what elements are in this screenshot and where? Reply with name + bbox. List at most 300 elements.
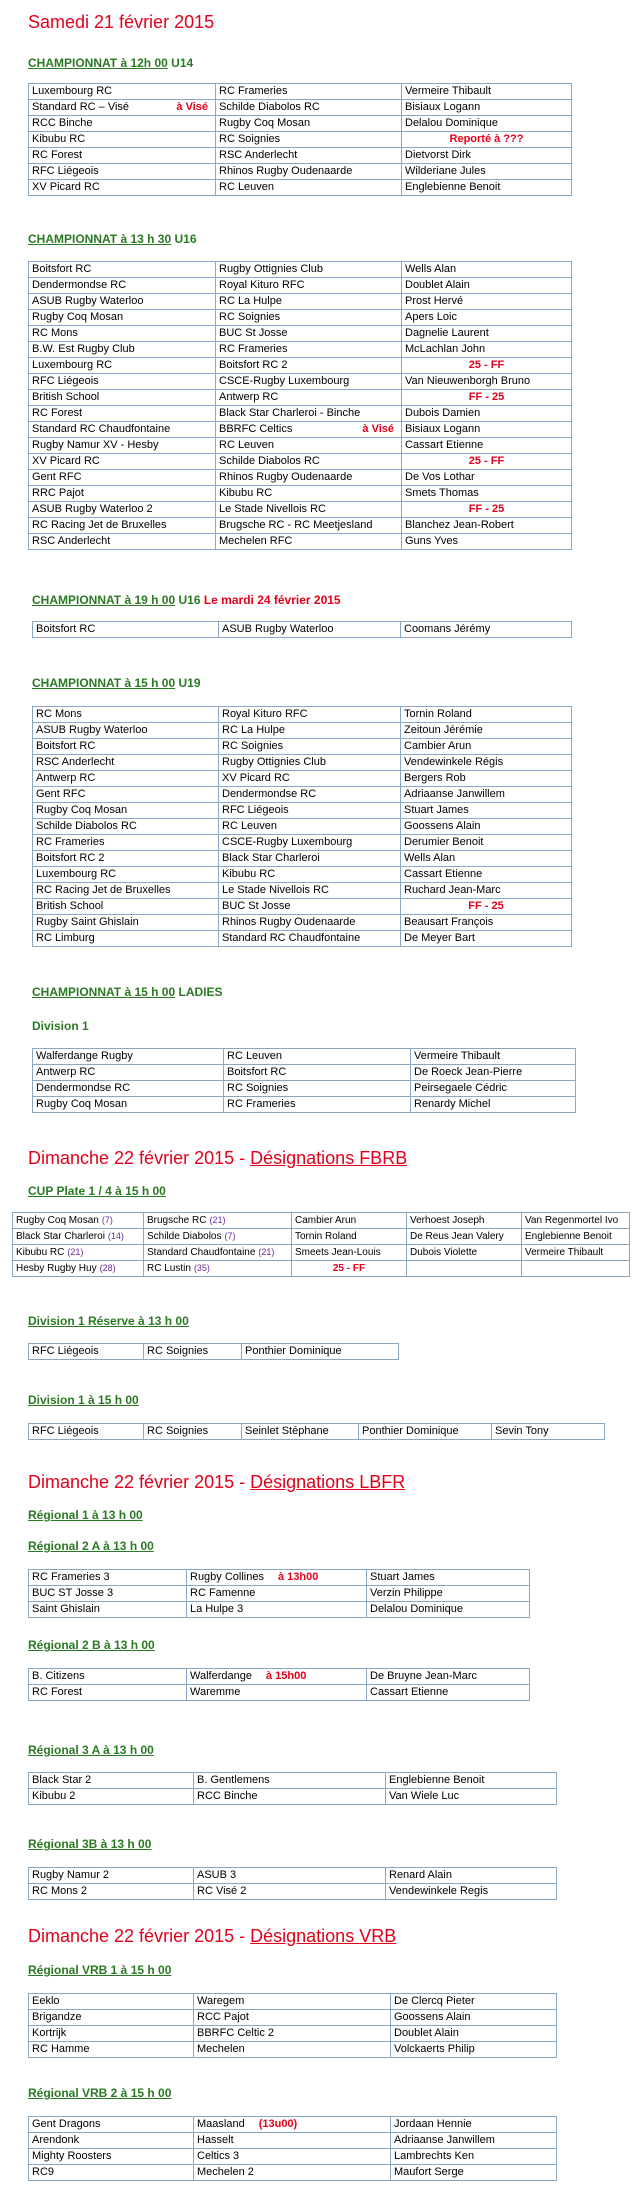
table-row: [33, 899, 572, 915]
lbfr-title-date: Dimanche 22 février 2015: [28, 1472, 235, 1492]
away-team: [216, 438, 402, 454]
referee: [402, 358, 572, 374]
referee-name: 25 - FF: [468, 455, 505, 467]
home-team: [29, 262, 216, 278]
referee-name: Goossens Alain: [404, 820, 481, 832]
home-team-name: RC Forest: [32, 1686, 83, 1698]
home-team: [29, 470, 216, 486]
home-team-name: Standard RC – Visé: [32, 101, 130, 113]
home-team: [29, 1868, 194, 1884]
home-team: [13, 1261, 144, 1277]
referee: [367, 1669, 530, 1685]
away-team: [194, 2117, 391, 2133]
away-team-name: Black Star Charleroi: [222, 852, 320, 864]
away-team: [219, 723, 401, 739]
home-team: [29, 406, 216, 422]
away-team: [194, 1789, 386, 1805]
table-row: [29, 422, 572, 438]
home-team-name: Rugby Namur XV - Hesby: [32, 439, 159, 451]
u16-heading-text: CHAMPIONNAT à 13 h 30: [28, 232, 172, 246]
home-team: RFC Liégeois: [29, 1424, 144, 1440]
u19-heading: [32, 676, 201, 690]
table-row: [29, 374, 572, 390]
away-team-name: Dendermondse RC: [222, 788, 317, 800]
referee: [386, 1789, 557, 1805]
lbfr-title-separator: -: [234, 1472, 251, 1492]
referee: [391, 2165, 557, 2181]
table-row: [33, 851, 572, 867]
home-team: [29, 1773, 194, 1789]
home-team-name: Boitsfort RC: [32, 263, 92, 275]
table-row: [29, 1602, 530, 1618]
vrb1-heading: [28, 1963, 171, 1977]
referee: [401, 819, 572, 835]
referee-name: Cassart Etienne: [405, 439, 484, 451]
table-row: [29, 100, 572, 116]
referee-name: Englebienne Benoit: [389, 1774, 485, 1786]
away-team: [187, 1570, 367, 1586]
assistant-2: Van Regenmortel Ivo: [522, 1213, 630, 1229]
referee-name: Verzin Philippe: [370, 1587, 443, 1599]
away-team-name: BUC St Josse: [222, 900, 291, 912]
ladies-division: Division 1: [32, 1019, 89, 1033]
table-row: [29, 1994, 557, 2010]
away-team: [216, 326, 402, 342]
division1-reserve-heading: [28, 1314, 189, 1328]
table-row: [29, 310, 572, 326]
away-team-name: RCC Pajot: [197, 2011, 249, 2023]
home-team-name: ASUB Rugby Waterloo 2: [32, 503, 153, 515]
away-team: [216, 84, 402, 100]
table-row: [33, 1049, 576, 1065]
table-row: [29, 1669, 530, 1685]
home-team: [29, 1994, 194, 2010]
lbfr-title-label: Désignations LBFR: [250, 1472, 406, 1492]
vrb2-heading-text: Régional VRB 2 à 15 h 00: [28, 2086, 172, 2100]
away-team: [219, 707, 401, 723]
vrb-title-date: Dimanche 22 février 2015: [28, 1926, 235, 1946]
time-note: (13u00): [258, 2118, 298, 2130]
referee: Cambier Arun: [292, 1213, 407, 1229]
away-team-name: XV Picard RC: [222, 772, 290, 784]
away-team: [219, 787, 401, 803]
home-team-name: Kortrijk: [32, 2027, 67, 2039]
away-team: [216, 534, 402, 550]
table-row: [29, 84, 572, 100]
referee-name: Lambrechts Ken: [394, 2150, 475, 2162]
referee: [402, 262, 572, 278]
home-team: [33, 1065, 224, 1081]
table-row: [29, 342, 572, 358]
away-team-name: Le Stade Nivellois RC: [219, 503, 326, 515]
referee-name: De Vos Lothar: [405, 471, 475, 483]
away-team: [219, 899, 401, 915]
referee: [401, 915, 572, 931]
home-team-name: Luxembourg RC: [32, 85, 113, 97]
table-row: [13, 1229, 630, 1245]
home-team-name: RC Forest: [32, 407, 83, 419]
referee: [402, 422, 572, 438]
division1-heading: [28, 1393, 139, 1407]
referee-name: Goossens Alain: [394, 2011, 471, 2023]
home-team: [29, 2042, 194, 2058]
regional2a-heading-text: Régional 2 A à 13 h 00: [28, 1539, 154, 1553]
home-team: [29, 2133, 194, 2149]
referee-name: Prost Hervé: [405, 295, 464, 307]
table-row: [33, 739, 572, 755]
away-team-name: Brugsche RC - RC Meetjesland: [219, 519, 373, 531]
away-team-name: Kibubu RC: [222, 868, 276, 880]
away-seed: (35): [193, 1263, 210, 1273]
away-team-name: BBRFC Celtics: [219, 423, 293, 435]
referee: [367, 1685, 530, 1701]
referee: [386, 1868, 557, 1884]
away-team: [216, 374, 402, 390]
away-team-name: Waremme: [190, 1686, 241, 1698]
table-row: [29, 116, 572, 132]
referee: [402, 310, 572, 326]
referee-name: Bergers Rob: [404, 772, 466, 784]
table-row: [29, 1773, 557, 1789]
away-team: [194, 2026, 391, 2042]
away-team: [194, 1773, 386, 1789]
away-team: [194, 2149, 391, 2165]
away-seed: (21): [258, 1247, 275, 1257]
away-team-name: Mechelen RFC: [219, 535, 293, 547]
home-team: [29, 438, 216, 454]
referee-name: Derumier Benoit: [404, 836, 484, 848]
assistant-2: Sevin Tony: [492, 1424, 605, 1440]
home-team: [29, 454, 216, 470]
away-team: [224, 1081, 411, 1097]
referee-name: Apers Loic: [405, 311, 457, 323]
home-team: [29, 310, 216, 326]
away-team: [216, 262, 402, 278]
away-team-name: Rugby Ottignies Club: [219, 263, 323, 275]
away-team-name: La Hulpe 3: [190, 1603, 244, 1615]
home-team: [33, 1097, 224, 1113]
home-team: [29, 342, 216, 358]
referee: [402, 148, 572, 164]
away-team: [216, 454, 402, 470]
referee-name: Renardy Michel: [414, 1098, 491, 1110]
away-team: [216, 470, 402, 486]
referee-name: Doublet Alain: [394, 2027, 459, 2039]
away-team-name: BUC St Josse: [219, 327, 288, 339]
away-team: [219, 803, 401, 819]
regional3a-table: [28, 1772, 557, 1805]
referee-name: Reporté à ???: [449, 133, 524, 145]
home-team: [29, 1602, 187, 1618]
home-team-name: RC Racing Jet de Bruxelles: [32, 519, 167, 531]
away-team: [219, 819, 401, 835]
home-team-name: Gent RFC: [32, 471, 82, 483]
home-team-name: RFC Liégeois: [32, 375, 99, 387]
table-row: [29, 132, 572, 148]
referee: [411, 1065, 576, 1081]
table-row: [33, 707, 572, 723]
table-row: [29, 1424, 605, 1440]
home-team: [33, 931, 219, 947]
away-team-name: Rhinos Rugby Oudenaarde: [219, 165, 353, 177]
home-team-name: Arendonk: [32, 2134, 80, 2146]
table-row: [29, 438, 572, 454]
away-team: [216, 502, 402, 518]
referee: Tornin Roland: [292, 1229, 407, 1245]
table-row: [29, 1884, 557, 1900]
referee-name: Peirsegaele Cédric: [414, 1082, 507, 1094]
home-team-name: Dendermondse RC: [36, 1082, 131, 1094]
referee-name: Guns Yves: [405, 535, 458, 547]
home-team-name: Rugby Coq Mosan: [36, 804, 128, 816]
away-team-name: B. Gentlemens: [197, 1774, 270, 1786]
table-row: [33, 1081, 576, 1097]
u16-heading: [28, 232, 197, 246]
time-note: à Visé: [176, 101, 208, 113]
home-team: [33, 851, 219, 867]
referee: [402, 518, 572, 534]
time-note: à 15h00: [265, 1670, 307, 1682]
referee: 25 - FF: [292, 1261, 407, 1277]
referee-name: De Bruyne Jean-Marc: [370, 1670, 477, 1682]
division1-reserve-table: [28, 1343, 399, 1360]
home-team-name: Brigandze: [32, 2011, 82, 2023]
referee-name: De Clercq Pieter: [394, 1995, 475, 2007]
away-team: [219, 739, 401, 755]
vrb-title-label: Désignations VRB: [250, 1926, 397, 1946]
referee: [401, 867, 572, 883]
away-team-name: RC La Hulpe: [219, 295, 282, 307]
referee: [401, 835, 572, 851]
away-team: RC Soignies: [144, 1344, 242, 1360]
away-team-name: Standard RC Chaudfontaine: [222, 932, 361, 944]
home-team: [29, 2010, 194, 2026]
referee: [402, 326, 572, 342]
home-team-name: Rugby Coq Mosan: [16, 1215, 99, 1226]
home-team-name: XV Picard RC: [32, 455, 100, 467]
away-team: [219, 867, 401, 883]
referee-name: Vendewinkele Regis: [389, 1885, 489, 1897]
away-team: [216, 180, 402, 196]
home-team: [33, 1049, 224, 1065]
vrb2-table: [28, 2116, 557, 2181]
referee-name: Dubois Damien: [405, 407, 481, 419]
away-team: [216, 422, 402, 438]
away-team: [194, 2042, 391, 2058]
away-team-name: RC Frameries: [219, 85, 288, 97]
table-row: [29, 2042, 557, 2058]
away-team-name: RC Leuven: [222, 820, 278, 832]
referee: [401, 883, 572, 899]
away-team: [219, 931, 401, 947]
home-team-name: XV Picard RC: [32, 181, 100, 193]
home-team: [33, 835, 219, 851]
home-team: [29, 2117, 194, 2133]
u14-heading-text: CHAMPIONNAT à 12h 00: [28, 56, 168, 70]
table-row: [33, 931, 572, 947]
table-row: [33, 835, 572, 851]
home-team: [29, 518, 216, 534]
away-team: [219, 835, 401, 851]
away-team-name: CSCE-Rugby Luxembourg: [219, 375, 350, 387]
table-row: [33, 787, 572, 803]
home-team: [29, 2165, 194, 2181]
cup-plate-heading: [28, 1184, 166, 1198]
home-team-name: Kibubu 2: [32, 1790, 76, 1802]
away-team: [219, 851, 401, 867]
home-team-name: RC Mons: [32, 327, 78, 339]
referee-name: Blanchez Jean-Robert: [405, 519, 514, 531]
referee: [402, 470, 572, 486]
regional2b-heading-text: Régional 2 B à 13 h 00: [28, 1638, 155, 1652]
table-row: [29, 294, 572, 310]
away-team-name: Rhinos Rugby Oudenaarde: [222, 916, 356, 928]
home-seed: (28): [99, 1263, 116, 1273]
regional2b-heading: [28, 1638, 155, 1652]
home-team-name: Boitsfort RC 2: [36, 852, 105, 864]
away-team-name: Rugby Collines: [190, 1571, 264, 1583]
vrb2-heading: [28, 2086, 171, 2100]
home-team-name: ASUB Rugby Waterloo: [36, 724, 148, 736]
table-row: [29, 262, 572, 278]
away-team: [144, 1245, 292, 1261]
u14-heading: [28, 56, 193, 70]
home-team: [29, 358, 216, 374]
home-team-name: RFC Liégeois: [32, 165, 99, 177]
referee: Ponthier Dominique: [242, 1344, 399, 1360]
away-team-name: Schilde Diabolos RC: [219, 101, 320, 113]
home-team-name: RC Frameries: [36, 836, 105, 848]
away-team-name: RC Famenne: [190, 1587, 256, 1599]
away-team-name: Rugby Coq Mosan: [219, 117, 311, 129]
table-row: [13, 1245, 630, 1261]
away-team-name: RFC Liégeois: [222, 804, 289, 816]
vrb1-table: [28, 1993, 557, 2058]
referee-name: Renard Alain: [389, 1869, 452, 1881]
assistant-1: Dubois Violette: [407, 1245, 522, 1261]
away-team: [216, 148, 402, 164]
home-team-name: RC Mons: [36, 708, 82, 720]
referee: [402, 294, 572, 310]
home-team: [13, 1229, 144, 1245]
away-team-name: RC Lustin: [147, 1263, 191, 1274]
assistant-2: [522, 1261, 630, 1277]
table-row: [29, 164, 572, 180]
away-team-name: RC Leuven: [219, 439, 275, 451]
referee-name: Wells Alan: [405, 263, 457, 275]
home-team-name: RSC Anderlecht: [32, 535, 111, 547]
home-team-name: Hesby Rugby Huy: [16, 1263, 97, 1274]
referee: [402, 84, 572, 100]
away-team-name: Rugby Ottignies Club: [222, 756, 326, 768]
away-team: [219, 755, 401, 771]
referee-name: Vendewinkele Régis: [404, 756, 504, 768]
home-team: [33, 787, 219, 803]
away-team: [216, 390, 402, 406]
home-seed: (14): [107, 1231, 124, 1241]
referee-name: Wilderiane Jules: [405, 165, 486, 177]
referee-name: Adriaanse Janwillem: [394, 2134, 495, 2146]
home-team-name: RRC Pajot: [32, 487, 84, 499]
table-row: [33, 622, 572, 638]
referee: [401, 723, 572, 739]
table-row: [29, 2026, 557, 2042]
home-team: [29, 534, 216, 550]
assistant-1: Ponthier Dominique: [359, 1424, 492, 1440]
home-team: [29, 164, 216, 180]
table-row: [29, 2010, 557, 2026]
home-team-name: Boitsfort RC: [36, 740, 96, 752]
regional2a-table: [28, 1569, 530, 1618]
regional1-heading-text: Régional 1 à 13 h 00: [28, 1508, 143, 1522]
referee: [401, 899, 572, 915]
division1-heading-text: Division 1 à 15 h 00: [28, 1393, 139, 1407]
away-team: [194, 2165, 391, 2181]
table-row: [33, 723, 572, 739]
away-team-name: Rhinos Rugby Oudenaarde: [219, 471, 353, 483]
home-team: [29, 390, 216, 406]
table-row: [29, 534, 572, 550]
referee-name: Doublet Alain: [405, 279, 470, 291]
away-team-name: RC Frameries: [219, 343, 288, 355]
table-row: [33, 1097, 576, 1113]
referee: [402, 132, 572, 148]
home-team-name: Rugby Namur 2: [32, 1869, 110, 1881]
home-seed: (21): [67, 1247, 84, 1257]
home-team-name: RCC Binche: [32, 117, 93, 129]
home-team: [29, 422, 216, 438]
regional3a-heading: [28, 1743, 154, 1757]
table-row: [29, 278, 572, 294]
away-team: [187, 1586, 367, 1602]
away-team-name: RC Soignies: [222, 740, 284, 752]
away-team: [216, 358, 402, 374]
away-team: [219, 771, 401, 787]
home-team: RFC Liégeois: [29, 1344, 144, 1360]
table-row: [29, 2149, 557, 2165]
table-row: [29, 1586, 530, 1602]
referee-name: Dietvorst Dirk: [405, 149, 472, 161]
home-team: [33, 755, 219, 771]
away-team: [144, 1229, 292, 1245]
home-team: [33, 723, 219, 739]
referee: Seinlet Stéphane: [242, 1424, 359, 1440]
u16-category: U16: [174, 232, 197, 246]
home-team: [33, 622, 219, 638]
table-row: [29, 326, 572, 342]
away-team-name: Antwerp RC: [219, 391, 279, 403]
referee-name: Englebienne Benoit: [405, 181, 501, 193]
home-team: [13, 1245, 144, 1261]
referee: [402, 116, 572, 132]
time-note: à Visé: [362, 423, 394, 435]
home-team-name: Standard RC Chaudfontaine: [32, 423, 171, 435]
fbrb-title-label: Désignations FBRB: [250, 1148, 408, 1168]
referee: [391, 2133, 557, 2149]
away-team-name: Kibubu RC: [219, 487, 273, 499]
away-team: [187, 1669, 367, 1685]
away-team-name: RC Leuven: [219, 181, 275, 193]
home-team: [29, 374, 216, 390]
referee: [411, 1049, 576, 1065]
u16-tuesday-category: U16: [178, 593, 201, 607]
referee: [402, 278, 572, 294]
home-team: [33, 771, 219, 787]
away-team-name: Celtics 3: [197, 2150, 240, 2162]
home-team-name: British School: [36, 900, 104, 912]
home-seed: (7): [101, 1215, 113, 1225]
home-team: [29, 100, 216, 116]
